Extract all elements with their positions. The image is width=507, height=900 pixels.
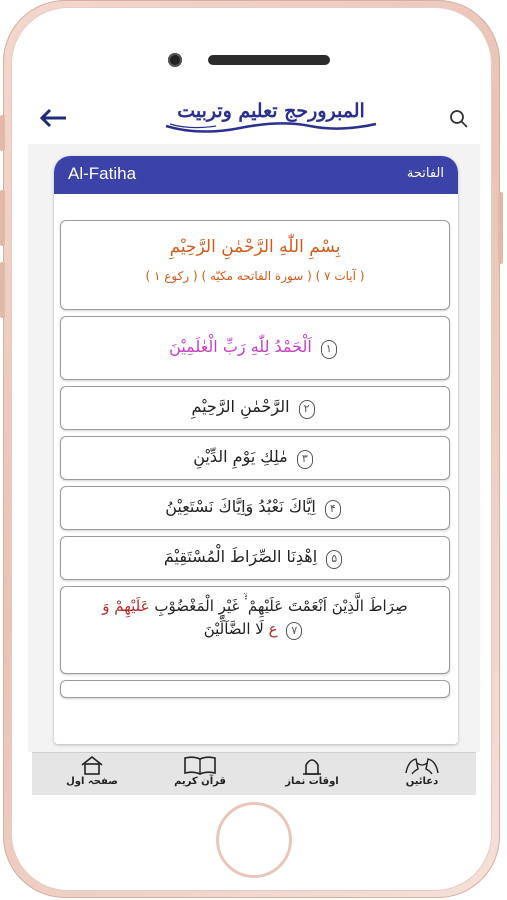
app-logo <box>160 100 382 138</box>
verse-text <box>61 445 449 469</box>
earpiece-speaker <box>208 55 330 65</box>
content-area <box>28 144 480 752</box>
verse-number: ۳ <box>297 450 313 469</box>
home-icon <box>80 755 104 775</box>
home-button[interactable] <box>216 802 292 878</box>
verse-text <box>61 395 449 419</box>
verse-number: ۲ <box>299 400 315 419</box>
volume-down-button <box>0 262 5 318</box>
surah-info-text: ( رکوع ۱ ) ( سورة الفاتحه مکيّه ) ( آيات ۷ ) <box>145 268 365 283</box>
nav-home[interactable] <box>52 755 132 793</box>
verse-2[interactable] <box>60 386 450 430</box>
nav-home-label: صفحہ اول <box>66 776 118 787</box>
mosque-icon <box>301 755 323 775</box>
verse-text <box>61 595 449 618</box>
verse-text-line2 <box>61 618 449 641</box>
verse-body: اِيَّاكَ نَعْبُدُ وَاِيَّاكَ نَسْتَعِيْنُ <box>165 497 316 516</box>
verse-1[interactable] <box>60 316 450 380</box>
surah-card <box>54 156 458 744</box>
app-screen <box>28 96 480 796</box>
nav-duas[interactable] <box>382 755 462 793</box>
verse-text <box>61 335 449 359</box>
surah-header <box>54 156 458 194</box>
front-camera <box>168 53 182 67</box>
power-button <box>498 192 503 264</box>
verse-body: مٰلِكِ يَوْمِ الدِّيْنِ <box>193 447 288 466</box>
verse-body-2: لَا الضَّآلِّيْنَ <box>203 619 264 638</box>
verse-number: ۷ <box>286 622 302 641</box>
verse-text <box>61 545 449 569</box>
verse-body: الرَّحْمٰنِ الرَّحِيْمِ <box>191 397 290 416</box>
book-icon <box>183 755 217 775</box>
surah-title-ar: الفاتحة <box>406 166 444 181</box>
bottom-nav <box>32 752 476 795</box>
ruku-mark: ع <box>268 619 278 638</box>
verse-bismillah[interactable] <box>60 220 450 310</box>
verse-body-highlight: عَلَيْهِمْ وَ <box>102 597 150 615</box>
verse-6[interactable] <box>60 586 450 674</box>
nav-prayer-label: اوقات نماز <box>285 776 339 787</box>
volume-up-button <box>0 190 5 246</box>
verse-3[interactable] <box>60 436 450 480</box>
praying-hands-icon <box>402 755 442 775</box>
verse-body: صِرَاطَ الَّذِيْنَ اَنْعَمْتَ عَلَيْهِمْ ۬ۙ غَيْرِ الْمَغْضُوْبِ <box>154 597 408 615</box>
top-bar <box>28 96 480 144</box>
verse-number: ۴ <box>325 500 341 519</box>
verse-empty <box>60 680 450 698</box>
verse-number: ۵ <box>326 550 342 569</box>
search-icon[interactable] <box>448 108 470 130</box>
nav-quran[interactable] <box>160 755 240 793</box>
verse-number: ۱ <box>321 340 337 359</box>
verse-body: اِهْدِنَا الصِّرَاطَ الْمُسْتَقِيْمَ <box>163 547 318 566</box>
surah-title-en: Al-Fatiha <box>68 164 137 183</box>
nav-duas-label: دعائیں <box>405 776 439 787</box>
verse-5[interactable] <box>60 536 450 580</box>
verse-body: اَلْحَمْدُ لِلّٰهِ رَبِّ الْعٰلَمِيْنَ <box>169 337 312 356</box>
mute-switch <box>0 115 5 151</box>
verse-text <box>61 495 449 519</box>
nav-quran-label: قرآن کریم <box>174 776 226 787</box>
logo-text: المبرورحج تعلیم وتربیت <box>177 100 365 122</box>
bismillah-text: بِسْمِ اللّٰهِ الرَّحْمٰنِ الرَّحِيْمِ <box>169 237 341 257</box>
back-arrow-icon[interactable] <box>38 106 68 130</box>
verse-4[interactable] <box>60 486 450 530</box>
nav-prayer-times[interactable] <box>272 755 352 793</box>
